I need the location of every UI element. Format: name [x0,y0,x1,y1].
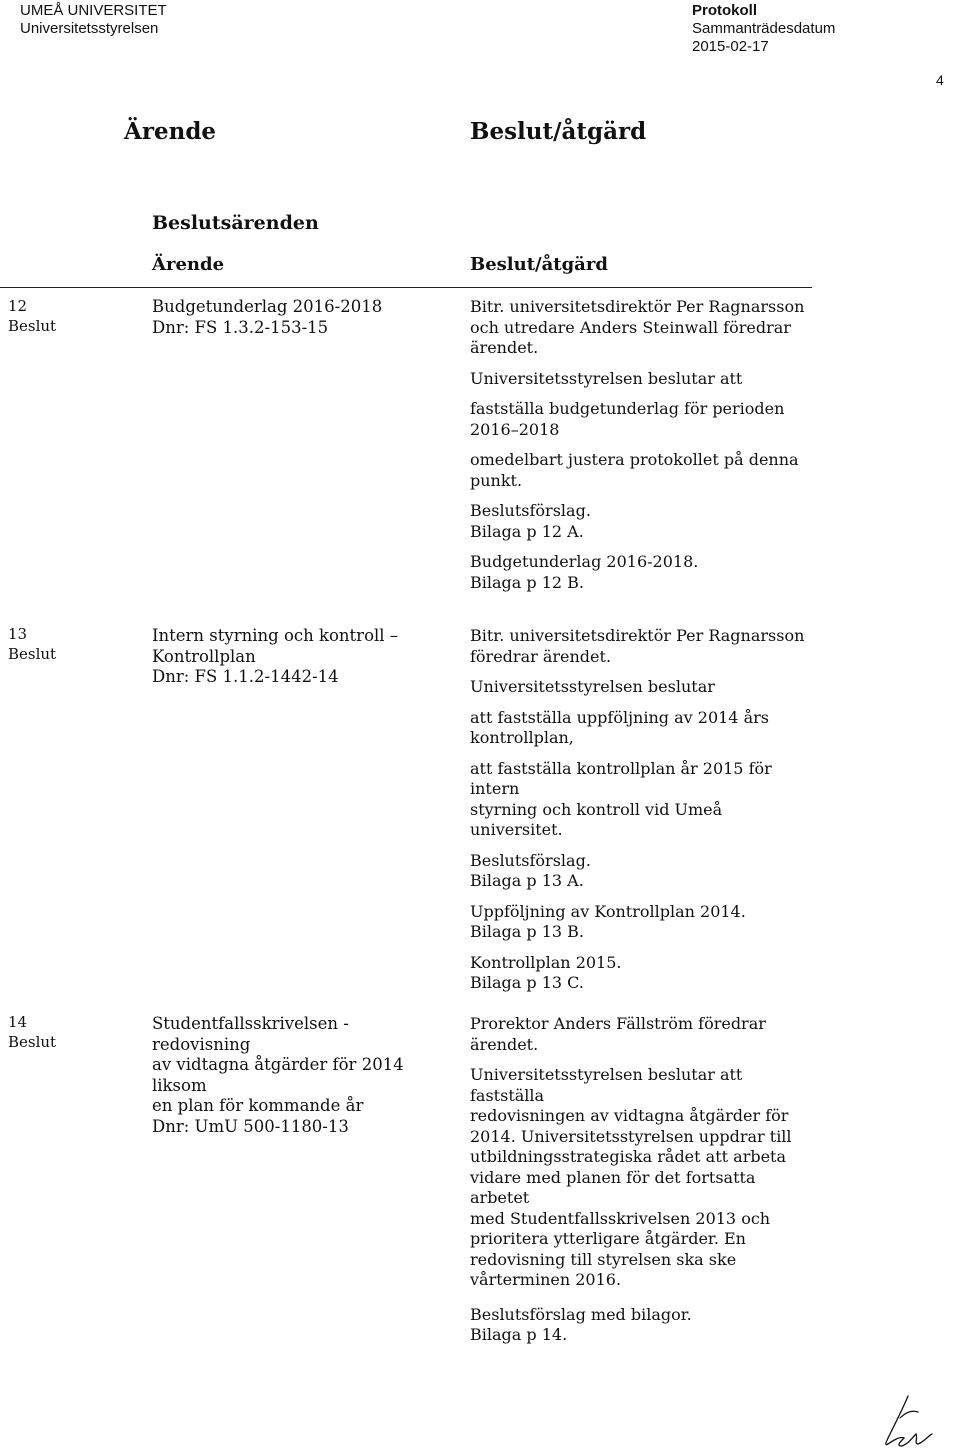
decision-paragraph [470,399,815,440]
item-title [152,626,452,688]
decision-line: Beslutsförslag. [470,501,591,520]
heading-beslut-atgard: Beslut/åtgärd [470,118,647,145]
item-number: 12 [8,297,28,315]
header-divider [0,287,812,288]
decision-line: ärendet. [470,1034,539,1054]
document-type: Protokoll [692,2,758,19]
decision-line: vårterminen 2016. [470,1270,622,1289]
decision-paragraph [470,369,815,390]
decision-line: Universitetsstyrelsen beslutar att [470,368,743,388]
decision-line: Bitr. universitetsdirektör Per Ragnarsson [470,626,805,645]
decision-line: redovisningen av vidtagna åtgärder för [470,1106,789,1125]
decision-line: att fastställa uppföljning av 2014 års [470,707,769,727]
decision-line: punkt. [470,470,523,490]
section-title: Beslutsärenden [152,212,319,234]
decision-line: med Studentfallsskrivelsen 2013 och [470,1208,771,1228]
decision-line: utbildningsstrategiska rådet att arbeta [470,1147,787,1166]
table-header-beslut-atgard: Beslut/åtgärd [470,254,608,275]
date-label: Sammanträdesdatum [692,20,836,37]
item-title [152,297,452,338]
decision-line: Bilaga p 13 A. [470,871,584,890]
decision-paragraph [470,902,815,943]
item-title [152,1014,452,1137]
decision-line: 2016–2018 [470,419,560,439]
decision-line: Bilaga p 13 B. [470,922,585,941]
item-title-line: Studentfallsskrivelsen - redovisning [152,1014,349,1054]
decision-line: vidare med planen för det fortsatta arbetet [470,1167,756,1207]
item-title-line: en plan för kommande år [152,1096,364,1115]
org-name: UMEÅ UNIVERSITET [20,2,167,19]
decision-paragraph [470,759,815,841]
decision-line: redovisning till styrelsen ska ske [470,1249,737,1269]
decision-line: kontrollplan, [470,728,574,747]
decision-line: omedelbart justera protokollet på denna [470,450,799,469]
decision-line: Uppföljning av Kontrollplan 2014. [470,901,746,921]
decision-line: ärendet. [470,338,539,357]
decision-paragraph [470,953,815,994]
decision-paragraph [470,626,815,667]
signature-initials [878,1392,938,1448]
decision-line: Bilaga p 12 B. [470,572,585,592]
decision-paragraph [470,708,815,749]
item-number: 14 [8,1013,28,1031]
page-number: 4 [936,72,944,88]
decision-line: prioritera ytterligare åtgärder. En [470,1229,746,1248]
heading-arende: Ärende [124,118,217,145]
item-number: 13 [8,625,28,643]
item-decision [470,297,815,603]
decision-line: Bilaga p 12 A. [470,521,584,541]
decision-line: styrning och kontroll vid Umeå universitet. [470,799,723,839]
item-title-line: Intern styrning och kontroll – [152,626,399,645]
item-number-block [8,624,56,664]
decision-line: att fastställa kontrollplan år 2015 för intern [470,758,772,798]
item-title-line: Kontrollplan [152,646,256,666]
decision-line: Kontrollplan 2015. [470,952,622,972]
decision-line: Bilaga p 13 C. [470,973,584,992]
decision-paragraph [470,450,815,491]
decision-line: fastställa budgetunderlag för perioden [470,399,785,418]
decision-paragraph [470,297,815,359]
decision-line: Universitetsstyrelsen beslutar [470,677,715,696]
decision-paragraph [470,1305,815,1346]
decision-line: Universitetsstyrelsen beslutar att fastställa [470,1065,743,1105]
decision-line: och utredare Anders Steinwall föredrar [470,317,791,337]
meeting-date: 2015-02-17 [692,38,769,55]
decision-paragraph [470,1014,815,1055]
item-title-line: av vidtagna åtgärder för 2014 liksom [152,1055,404,1095]
item-number-block [8,1012,56,1052]
decision-line: Beslutsförslag. [470,850,591,870]
decision-paragraph [470,851,815,892]
item-decision [470,626,815,1004]
decision-line: Prorektor Anders Fällström föredrar [470,1014,766,1033]
item-type: Beslut [8,1033,57,1051]
decision-line: Budgetunderlag 2016-2018. [470,552,699,571]
decision-line: Beslutsförslag med bilagor. [470,1304,692,1324]
item-dnr: Dnr: UmU 500-1180-13 [152,1116,349,1136]
item-number-block [8,296,56,336]
table-header-arende: Ärende [152,254,225,275]
item-type: Beslut [8,645,57,663]
decision-line: Bilaga p 14. [470,1325,568,1344]
decision-line: Bitr. universitetsdirektör Per Ragnarsson [470,297,805,316]
decision-paragraph [470,677,815,698]
decision-line: föredrar ärendet. [470,646,612,666]
decision-line: 2014. Universitetsstyrelsen uppdrar till [470,1126,792,1146]
item-type: Beslut [8,317,57,335]
item-decision [470,1014,815,1356]
board-name: Universitetsstyrelsen [20,20,159,37]
item-title-line: Budgetunderlag 2016-2018 [152,297,383,316]
decision-paragraph [470,1065,815,1291]
decision-paragraph [470,552,815,593]
decision-paragraph [470,501,815,542]
item-dnr: Dnr: FS 1.1.2-1442-14 [152,667,339,686]
item-dnr: Dnr: FS 1.3.2-153-15 [152,317,329,337]
